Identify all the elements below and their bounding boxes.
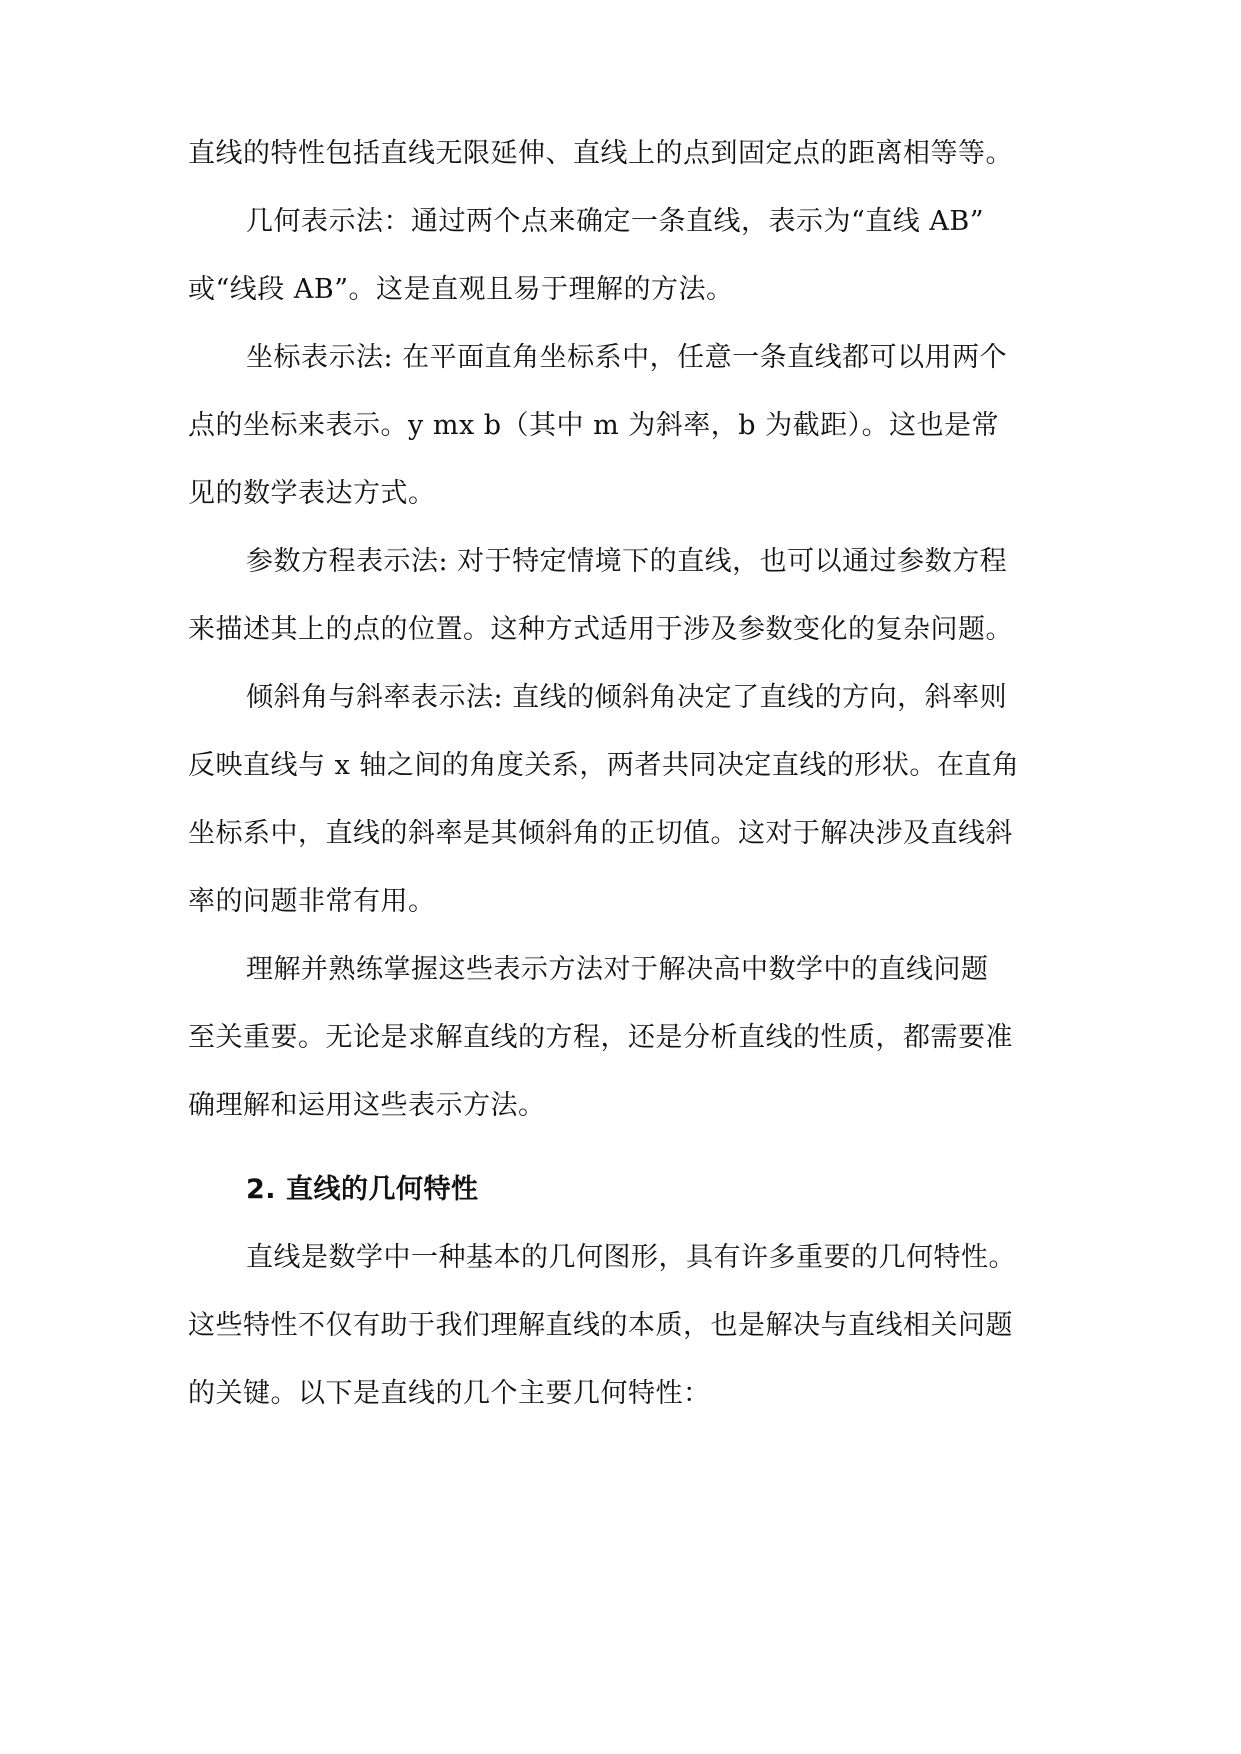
paragraph-5-line-3: 坐标系中，直线的斜率是其倾斜角的正切值。这对于解决涉及直线斜 [188, 818, 1013, 849]
paragraph-2-line-1: 几何表示法：通过两个点来确定一条直线，表示为“直线 AB” [246, 206, 985, 237]
paragraph-6-line-3: 确理解和运用这些表示方法。 [188, 1090, 546, 1121]
paragraph-3-line-1: 坐标表示法: 在平面直角坐标系中，任意一条直线都可以用两个 [246, 342, 1008, 373]
paragraph-6-line-2: 至关重要。无论是求解直线的方程，还是分析直线的性质，都需要准 [188, 1022, 1013, 1053]
paragraph-3-line-3: 见的数学表达方式。 [188, 478, 436, 509]
paragraph-4-line-2: 来描述其上的点的位置。这种方式适用于涉及参数变化的复杂问题。 [188, 614, 1013, 645]
paragraph-7-line-2: 这些特性不仅有助于我们理解直线的本质，也是解决与直线相关问题 [188, 1310, 1013, 1341]
paragraph-3-line-2: 点的坐标来表示。y mx b（其中 m 为斜率，b 为截距）。这也是常 [188, 410, 1000, 441]
paragraph-1-line-1: 直线的特性包括直线无限延伸、直线上的点到固定点的距离相等等。 [188, 138, 1013, 169]
paragraph-5-line-4: 率的问题非常有用。 [188, 886, 436, 917]
paragraph-6-line-1: 理解并熟练掌握这些表示方法对于解决高中数学中的直线问题 [246, 954, 989, 985]
paragraph-5-line-2: 反映直线与 x 轴之间的角度关系，两者共同决定直线的形状。在直角 [188, 750, 1020, 781]
paragraph-7-line-3: 的关键。以下是直线的几个主要几何特性： [188, 1378, 711, 1409]
paragraph-2-line-2: 或“线段 AB”。这是直观且易于理解的方法。 [188, 274, 734, 305]
section-heading: 2. 直线的几何特性 [246, 1174, 479, 1205]
paragraph-4-line-1: 参数方程表示法: 对于特定情境下的直线，也可以通过参数方程 [246, 546, 1008, 577]
paragraph-7-line-1: 直线是数学中一种基本的几何图形，具有许多重要的几何特性。 [246, 1242, 1016, 1273]
paragraph-5-line-1: 倾斜角与斜率表示法: 直线的倾斜角决定了直线的方向，斜率则 [246, 682, 1008, 713]
